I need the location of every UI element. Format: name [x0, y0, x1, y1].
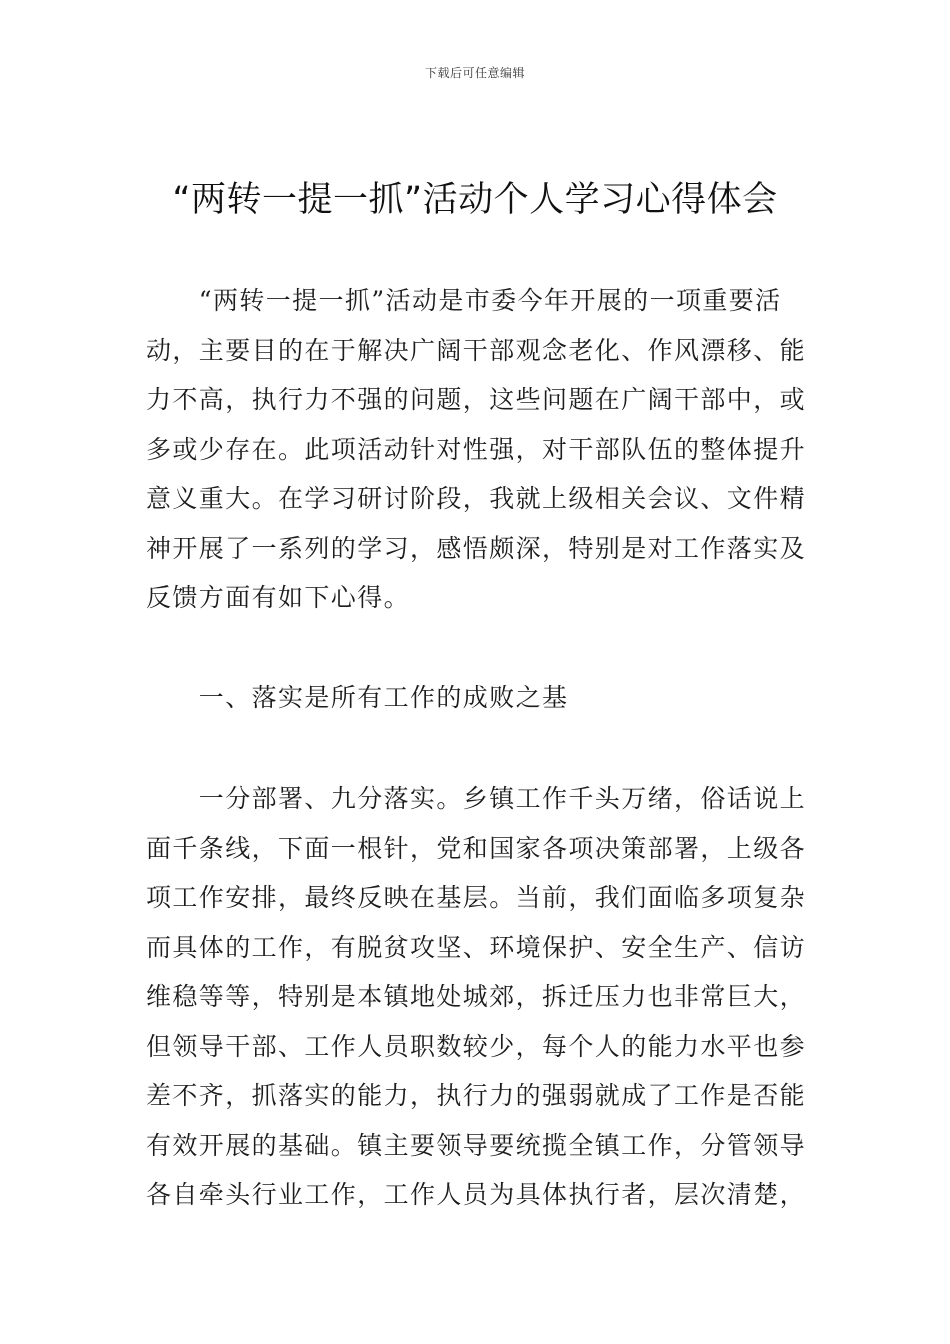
paragraph-line: 动，主要目的在于解决广阔干部观念老化、作风漂移、能 [146, 335, 807, 365]
paragraph-line: 而具体的工作，有脱贫攻坚、环境保护、安全生产、信访 [146, 932, 807, 962]
paragraph-line: 各自牵头行业工作，工作人员为具体执行者，层次清楚， [146, 1180, 807, 1209]
section-heading [146, 673, 806, 723]
download-note: 下载后可任意编辑 [424, 66, 525, 80]
paragraph-line: 项工作安排，最终反映在基层。当前，我们面临多项复杂 [146, 883, 807, 912]
paragraph-line: 意义重大。在学习研讨阶段，我就上级相关会议、文件精 [146, 484, 807, 513]
paragraph-line: 面千条线，下面一根针，党和国家各项决策部署，上级各 [146, 833, 807, 863]
paragraph-line: 多或少存在。此项活动针对性强，对干部队伍的整体提升 [146, 434, 807, 464]
paragraph-line: “两转一提一抓”活动是市委今年开展的一项重要活 [146, 286, 782, 315]
paragraph-line: 有效开展的基础。镇主要领导要统揽全镇工作，分管领导 [146, 1130, 807, 1160]
section-paragraph [146, 774, 806, 1220]
paragraph-line: 力不高，执行力不强的问题，这些问题在广阔干部中，或 [146, 385, 807, 414]
paragraph-line: 差不齐，抓落实的能力，执行力的强弱就成了工作是否能 [146, 1081, 807, 1110]
section-heading-line: 一、落实是所有工作的成败之基 [146, 683, 569, 712]
paragraph-line: 维稳等等，特别是本镇地处城郊，拆迁压力也非常巨大， [146, 982, 807, 1011]
document-title: “两转一提一抓”活动个人学习心得体会 [172, 180, 778, 220]
intro-paragraph [146, 276, 806, 623]
paragraph-line: 反馈方面有如下心得。 [146, 583, 411, 612]
paragraph-line: 但领导干部、工作人员职数较少，每个人的能力水平也参 [146, 1031, 807, 1061]
paragraph-line: 一分部署、九分落实。乡镇工作千头万绪，俗话说上 [146, 784, 807, 813]
paragraph-line: 神开展了一系列的学习，感悟颇深，特别是对工作落实及 [146, 533, 807, 563]
